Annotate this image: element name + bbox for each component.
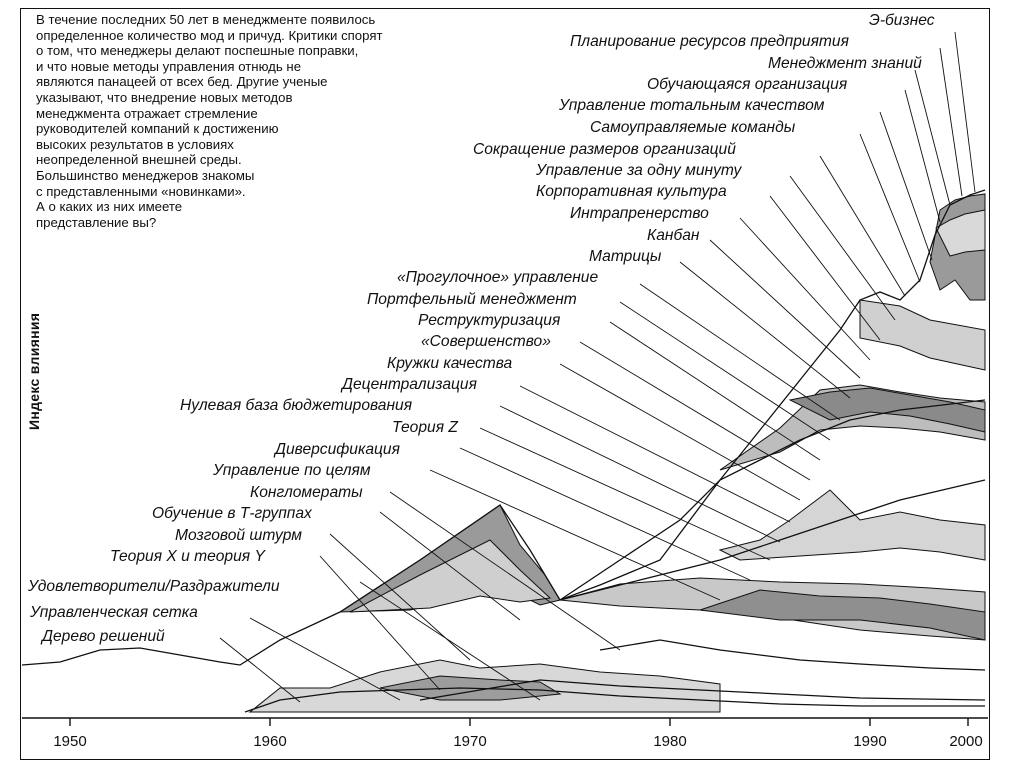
label-theory-x-y: Теория X и теория Y [110, 548, 265, 565]
y-axis-title: Индекс влияния [26, 312, 42, 430]
band-mid-3 [720, 490, 985, 560]
leader-erp [940, 48, 962, 196]
x-tick-label: 2000 [949, 733, 983, 750]
x-tick-label: 1960 [253, 733, 287, 750]
label-diversification: Диверсификация [275, 441, 400, 458]
label-kanban: Канбан [647, 227, 700, 244]
label-quality-circles: Кружки качества [387, 355, 513, 372]
leader-mbwa [640, 284, 840, 420]
leader-tqm [880, 112, 932, 260]
intro-text: В течение последних 50 лет в менеджменте появилось определенное количество мод и причуд. Критики спорят о том, что менеджеры делают поспешные поправки, и что новые методы управления отнюдь не являются панацеей от всех бед. Другие ученые указывают, что внедрение новых методов менеджмента отражает стремление руководителей компаний к достижению высоких результатов в условиях неопределенной внешней среды. Большинство менеджеров знакомы с представленными «новинками». А о каких из них имеете представление вы? [36, 12, 383, 230]
label-e-business: Э-бизнес [869, 12, 935, 29]
leader-quality-circles [560, 364, 800, 500]
label-decentralization: Децентрализация [342, 376, 477, 393]
leader-learning-org [905, 90, 940, 222]
label-managerial-grid: Управленческая сетка [30, 604, 198, 621]
label-mbwa: «Прогулочное» управление [397, 269, 599, 286]
x-tick-label: 1990 [853, 733, 887, 750]
label-tqm: Управление тотальным качеством [559, 97, 825, 114]
leader-portfolio [620, 302, 830, 440]
label-corporate-culture: Корпоративная культура [536, 183, 727, 200]
label-theory-z: Теория Z [392, 419, 458, 436]
x-tick-label: 1980 [653, 733, 687, 750]
label-decision-tree: Дерево решений [42, 628, 165, 645]
label-intrapreneurship: Интрапренерство [570, 205, 709, 222]
label-excellence: «Совершенство» [421, 333, 551, 350]
label-portfolio-management: Портфельный менеджмент [367, 291, 577, 308]
label-brainstorming: Мозговой штурм [175, 527, 302, 544]
leader-one-minute [790, 176, 895, 320]
x-tick-label: 1970 [453, 733, 487, 750]
label-downsizing: Сокращение размеров организаций [473, 141, 736, 158]
band-upper-2 [860, 300, 985, 370]
label-zero-base-budgeting: Нулевая база бюджетирования [180, 397, 413, 414]
label-matrix: Матрицы [589, 248, 662, 265]
label-conglomerates: Конгломераты [250, 484, 363, 501]
leader-intrapreneur [740, 218, 870, 360]
leader-teams [860, 134, 920, 282]
label-knowledge-management: Менеджмент знаний [768, 55, 922, 72]
leader-corp-culture [770, 196, 880, 340]
leader-matrix [680, 262, 850, 398]
leader-restructuring [610, 322, 820, 460]
label-mbo: Управление по целям [213, 462, 371, 479]
label-t-groups: Обучение в Т-группах [152, 505, 312, 522]
label-learning-organization: Обучающаяся организация [647, 76, 848, 93]
leader-kanban [710, 240, 860, 378]
label-self-managed-teams: Самоуправляемые команды [590, 119, 796, 136]
label-restructuring: Реструктуризация [418, 312, 561, 329]
x-tick-label: 1950 [53, 733, 87, 750]
leader-zbb [500, 406, 780, 542]
leader-km [915, 70, 950, 205]
label-one-minute-management: Управление за одну минуту [536, 162, 742, 179]
label-erp: Планирование ресурсов предприятия [570, 33, 849, 50]
leader-decision-tree [220, 638, 300, 702]
inner-curve-4 [600, 640, 985, 670]
label-satisfiers-dissatisfiers: Удовлетворители/Раздражители [28, 578, 280, 595]
x-axis [22, 718, 988, 726]
